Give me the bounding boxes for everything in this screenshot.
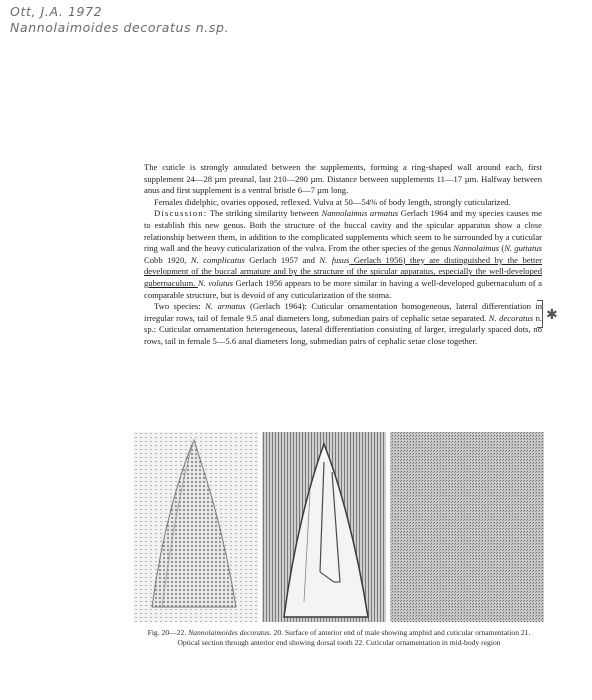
species-name: N. guttatus: [504, 243, 542, 254]
caption-figure-number: Fig. 20—22.: [147, 628, 189, 637]
paragraph-supplements: The cuticle is strongly annulated between the supplements, forming a ring-shaped wall around each, first supplement 24—28 µm preanal, last 210—290 µm. Distance between supplements 11—17 µm. Halfway between anus and first supplement is a ventral bristle 6—7 µm long.: [144, 162, 542, 196]
figure-micrographs: [134, 432, 544, 622]
species-name: N. decoratus: [488, 312, 534, 323]
species-name: N. fusus: [319, 254, 350, 265]
underlined-text-run: Gerlach 1956) they are distinguished by the better development of the buccal armature and by the structure of the spicular apparatus, especially the well-developed gubernaculum.: [144, 254, 543, 288]
body-text: [144, 162, 542, 348]
paragraph-two-species: [144, 301, 542, 347]
text-run: The striking similarity between: [207, 208, 322, 219]
figure-caption: [138, 628, 540, 647]
margin-asterisk-icon: ✱: [546, 307, 558, 323]
panel-20-surface-anterior-end: [134, 432, 258, 622]
text-run: Gerlach 1957 and: [244, 254, 320, 265]
panel-21-optical-section: [262, 432, 386, 622]
text-run: Cobb 1920,: [144, 254, 191, 265]
species-name: N. armatus: [205, 301, 246, 312]
margin-bracket: [537, 300, 543, 328]
text-run: n. sp.: Cuticular ornamentation heterogeneous, lateral differentiation consisting of larger, irregularly spaced dots, no rows, tail in female 5—5.6 anal diameters long, submedian pairs of cephalic setae close together.: [144, 312, 543, 346]
paragraph-females: Females didelphic, ovaries opposed, reflexed. Vulva at 50—54% of body length, strongly cuticularized.: [154, 196, 511, 207]
discussion-label: Discussion:: [154, 208, 208, 219]
species-name: N. complicatus: [190, 254, 245, 265]
caption-species-name: Nannolaimoides decoratus.: [188, 628, 272, 637]
text-run: (: [499, 243, 505, 254]
caption-description: 20. Surface of anterior end of male showing amphid and cuticular ornamentation 21. Optical section through anterior end showing dorsal tooth 22. Cuticular ornamentation in mid-body region: [177, 628, 531, 647]
species-name: Nannolaimus armatus: [321, 208, 399, 219]
panel-22-mid-body-ornamentation: [390, 432, 544, 622]
paragraph-discussion: [144, 208, 542, 301]
species-name: N. volutus: [197, 277, 234, 288]
handwritten-species-name: Nannolaimoides decoratus n.sp.: [10, 20, 230, 35]
text-run: Gerlach 1964 and my species causes me to establish this new genus. Both the structure of the buccal cavity and the spicular apparatus show a close relationship between them, in addition to the complicated supplements which seem to be surrounded by a cuticular ring wall and the heavy cuticularization of the vulva. From the other species of the genus: [144, 208, 542, 254]
text-run: Gerlach 1956 appears to be more similar in having a well-developed gubernaculum of a comparable structure, but is devoid of any cuticularization of the stoma.: [144, 277, 542, 300]
handwritten-citation: Ott, J.A. 1972: [10, 4, 103, 19]
micrograph-panels: [134, 432, 544, 622]
text-run: (Gerlach 1964): Cuticular ornamentation homogeneous, lateral differentiation in irregular rows, tail of female 9.5 anal diameters long, submedian pairs of cephalic setae separated.: [144, 301, 543, 323]
genus-name: Nannolaimus: [453, 243, 500, 254]
text-run: Two species:: [154, 301, 206, 312]
